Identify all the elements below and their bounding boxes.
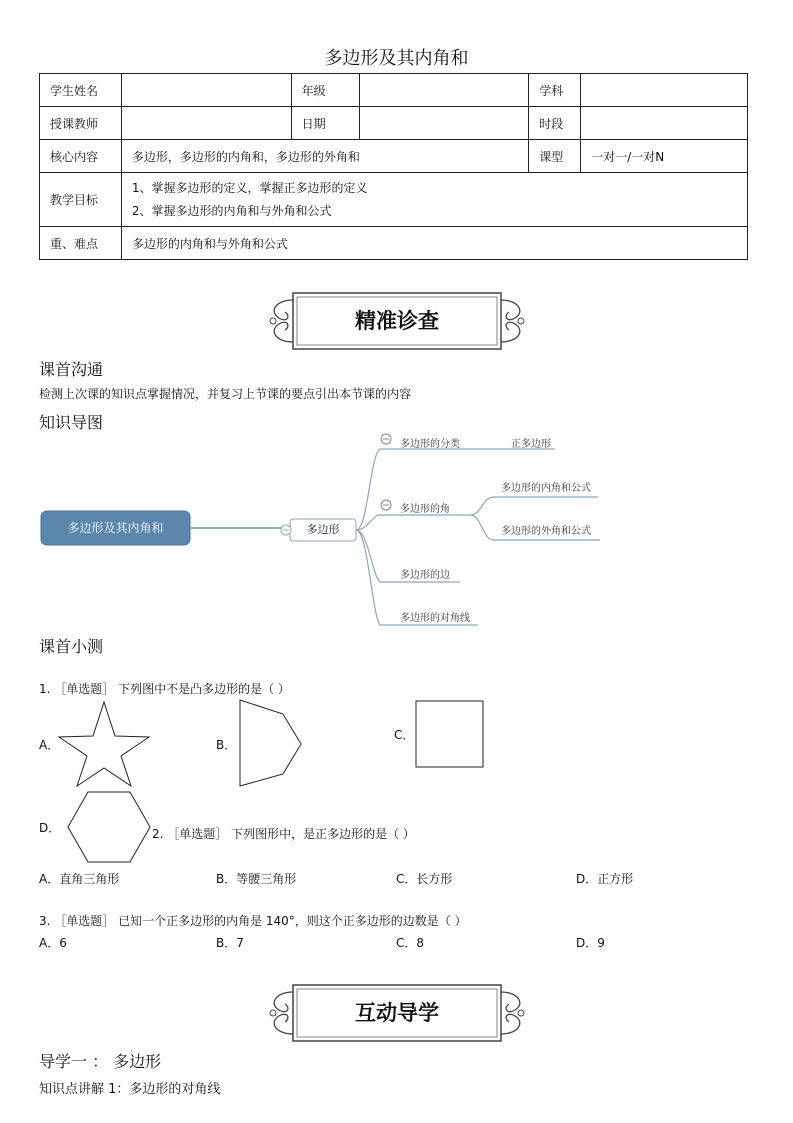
mindmap-leaf-exterior: 多边形的外角和公式 xyxy=(501,526,591,537)
section-heading-mindmap: 知识导图 xyxy=(39,413,104,432)
core-content-value: 多边形，多边形的内角和，多边形的外角和 xyxy=(121,140,528,173)
banner-precise-diagnosis xyxy=(265,290,529,352)
star-shape-icon xyxy=(56,700,152,788)
q1-option-d-label: D． xyxy=(39,821,61,835)
mindmap-branch-diagonal: 多边形的对角线 xyxy=(400,613,470,624)
section-heading-quiz: 课首小测 xyxy=(39,637,104,656)
core-content-label: 核心内容 xyxy=(40,140,122,173)
goal-item-2: 2、掌握多边形的内角和与外角和公式 xyxy=(131,203,332,218)
banner-interactive-guide xyxy=(265,982,529,1044)
banner-title: 精准诊查 xyxy=(355,308,439,333)
grade-value xyxy=(359,74,529,107)
guide-subheading: 知识点讲解 1：多边形的对角线 xyxy=(39,1082,221,1097)
teacher-value xyxy=(121,107,291,140)
student-name-value xyxy=(121,74,291,107)
q2-stem: 2. ［单选题］ 下列图形中，是正多边形的是（ ） xyxy=(152,827,415,841)
q1-option-a-label: A． xyxy=(39,738,60,752)
mindmap-leaf-regular: 正多边形 xyxy=(511,439,551,450)
q3-option-b: B．7 xyxy=(216,936,244,950)
key-point-value: 多边形的内角和与外角和公式 xyxy=(121,227,747,260)
mindmap-center-node: 多边形 xyxy=(306,523,340,536)
section-heading-communicate: 课首沟通 xyxy=(39,360,104,379)
course-info-table xyxy=(39,73,748,260)
banner-title: 互动导学 xyxy=(355,1000,439,1025)
q2-option-d: D．正方形 xyxy=(576,872,634,886)
q2-option-a: A．直角三角形 xyxy=(39,872,120,886)
teaching-goal-value xyxy=(121,173,747,227)
subject-label: 学科 xyxy=(529,74,581,107)
guide-heading: 导学一 ： 多边形 xyxy=(39,1052,162,1071)
student-name-label: 学生姓名 xyxy=(40,74,122,107)
date-value xyxy=(359,107,529,140)
subject-value xyxy=(581,74,748,107)
q3-option-d: D．9 xyxy=(576,936,605,950)
communicate-text: 检测上次课的知识点掌握情况，并复习上节课的要点引出本节课的内容 xyxy=(39,387,412,401)
key-point-label: 重、难点 xyxy=(40,227,122,260)
square-shape-icon xyxy=(414,699,486,769)
date-label: 日期 xyxy=(291,107,359,140)
grade-label: 年级 xyxy=(291,74,359,107)
period-value xyxy=(581,107,748,140)
q1-stem: 1. ［单选题］ 下列图中不是凸多边形的是（ ） xyxy=(39,682,290,696)
q1-option-b-label: B． xyxy=(216,738,237,752)
period-label: 时段 xyxy=(529,107,581,140)
mindmap-leaf-interior: 多边形的内角和公式 xyxy=(501,483,591,494)
lesson-type-value: 一对一/一对N xyxy=(581,140,748,173)
q2-option-b: B．等腰三角形 xyxy=(216,872,297,886)
teacher-label: 授课教师 xyxy=(40,107,122,140)
mindmap-branch-classify: 多边形的分类 xyxy=(400,439,460,450)
mindmap-branch-angle: 多边形的角 xyxy=(400,504,450,515)
q3-stem: 3. ［单选题］ 已知一个正多边形的内角是 140°，则这个正多边形的边数是（ ） xyxy=(39,914,467,928)
q2-option-c: C．长方形 xyxy=(396,872,453,886)
teaching-goal-label: 教学目标 xyxy=(40,173,122,227)
q1-option-c-label: C． xyxy=(394,728,415,742)
q3-option-a: A．6 xyxy=(39,936,67,950)
lesson-type-label: 课型 xyxy=(529,140,581,173)
pentagon-shape-icon xyxy=(235,698,305,790)
mindmap-root-node: 多边形及其内角和 xyxy=(67,521,164,535)
mindmap-branch-side: 多边形的边 xyxy=(400,570,450,581)
q3-option-c: C．8 xyxy=(396,936,425,950)
hexagon-shape-icon xyxy=(64,790,154,864)
page-title: 多边形及其内角和 xyxy=(324,48,469,69)
goal-item-1: 1、掌握多边形的定义，掌握正多边形的定义 xyxy=(131,180,368,195)
